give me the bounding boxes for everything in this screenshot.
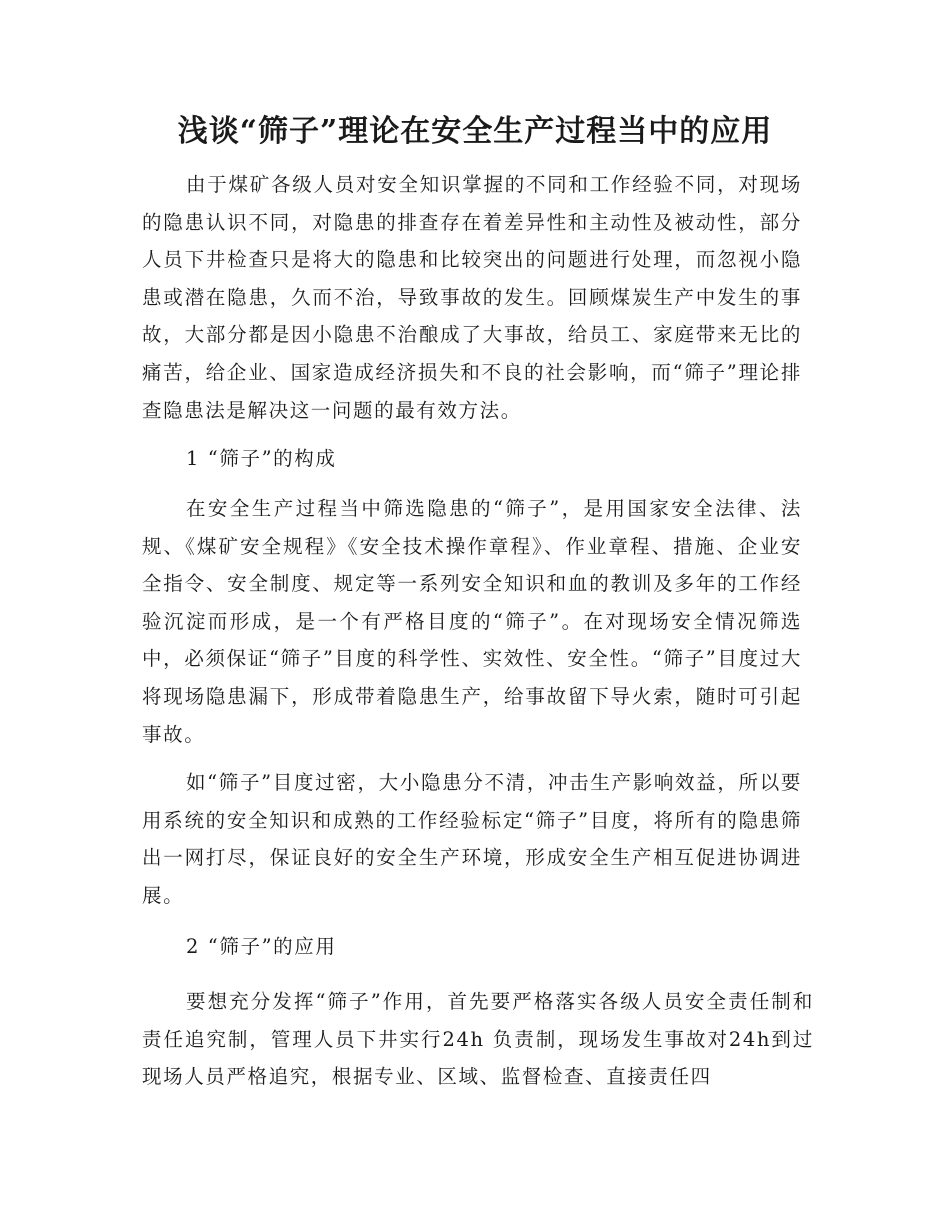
paragraph-application: 要想充分发挥“筛子”作用，首先要严格落实各级人员安全责任制和责任追究制，管理人员下井实行24h 负责制，现场发生事故对24h到过现场人员严格追究，根据专业、区域、监督检查、直接责任四 — [142, 990, 814, 1089]
section-heading-1: 1 “筛子”的构成 — [186, 447, 337, 470]
paragraph-mesh-density: 如“筛子”目度过密，大小隐患分不清，冲击生产影响效益，所以要用系统的安全知识和成熟的工作经验标定“筛子”目度，将所有的隐患筛出一网打尽，保证良好的安全生产环境，形成安全生产相互促进协调进展。 — [142, 771, 802, 907]
paragraph-composition: 在安全生产过程当中筛选隐患的“筛子”，是用国家安全法律、法规、《煤矿安全规程》《安全技术操作章程》、作业章程、措施、企业安全指令、安全制度、规定等一系列安全知识和血的教训及多年的工作经验沉淀而形成，是一个有严格目度的“筛子”。在对现场安全情况筛选中，必须保证“筛子”目度的科学性、实效性、安全性。“筛子”目度过大将现场隐患漏下，形成带着隐患生产，给事故留下导火索，随时可引起事故。 — [142, 497, 802, 746]
section-heading-2: 2 “筛子”的应用 — [186, 935, 337, 958]
paragraph-intro: 由于煤矿各级人员对安全知识掌握的不同和工作经验不同，对现场的隐患认识不同，对隐患的排查存在着差异性和主动性及被动性，部分人员下井检查只是将大的隐患和比较突出的问题进行处理，而忽视小隐患或潜在隐患，久而不治，导致事故的发生。回顾煤炭生产中发生的事故，大部分都是因小隐患不治酿成了大事故，给员工、家庭带来无比的痛苦，给企业、国家造成经济损失和不良的社会影响，而“筛子”理论排查隐患法是解决这一问题的最有效方法。 — [142, 173, 802, 422]
document-title: 浅谈“筛子”理论在安全生产过程当中的应用 — [177, 114, 773, 149]
